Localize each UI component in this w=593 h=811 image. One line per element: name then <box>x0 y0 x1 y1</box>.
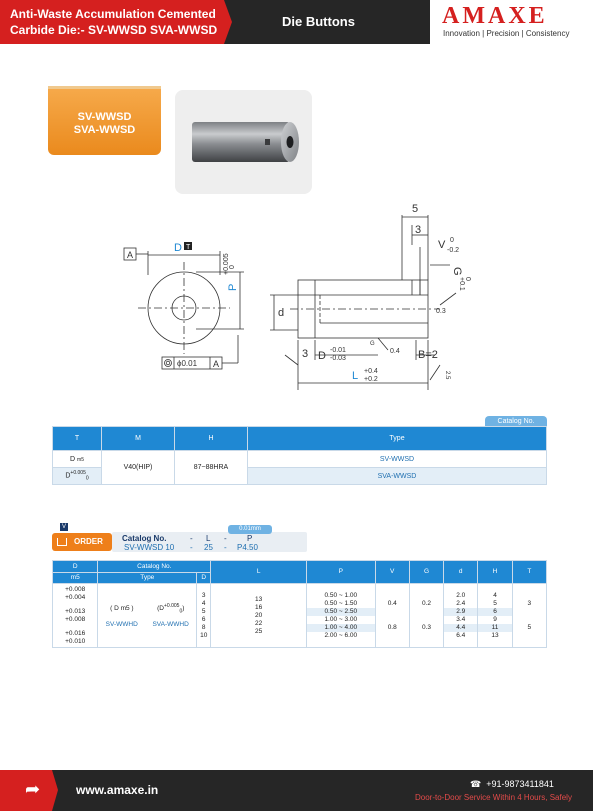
order-h5: P <box>247 534 253 543</box>
product-label-line-1: SV-WWSD <box>77 111 132 123</box>
t-mark: T <box>186 244 191 251</box>
die-button-illustration <box>175 90 312 194</box>
brand-logo: AMAXE <box>442 3 548 29</box>
v-values-cell: 0.4 0.8 <box>375 584 409 648</box>
order-v5: P4.50 <box>237 543 258 552</box>
dim-5: 5 <box>412 203 419 215</box>
website-link[interactable]: www.amaxe.in <box>76 783 159 797</box>
p-tol-upper: +0.005 <box>223 253 230 275</box>
dim-p: P <box>227 283 239 291</box>
dim-3-bottom: 3 <box>302 348 309 360</box>
product-photo <box>175 90 312 194</box>
l-tol-lower: +0.2 <box>364 376 378 383</box>
d-values-cell: 3 4 5 6 8 10 <box>197 584 211 648</box>
header-icon-m: M <box>102 427 175 451</box>
g-mark: G <box>370 341 375 347</box>
type-link-sv-wwhd[interactable]: SV-WWHD <box>105 620 138 628</box>
l-tol-upper: +0.4 <box>364 368 378 375</box>
product-label <box>48 89 161 155</box>
dd-values-cell: 2.0 2.4 2.9 3.4 4.4 6.4 <box>444 584 478 648</box>
dim-d: D <box>174 242 182 254</box>
dim-l: L <box>352 370 359 382</box>
p-values-cell: 0.50 ~ 1.00 0.50 ~ 1.50 0.50 ~ 2.50 1.00 ~ 3.00 1.00 ~ 4.00 2.00 ~ 6.00 <box>307 584 376 648</box>
g-tol-upper: +0.1 <box>458 277 465 291</box>
row1-label: D m5 <box>53 451 102 468</box>
order-v3: 25 <box>204 543 213 552</box>
h-values-cell: 4 5 6 9 11 13 <box>478 584 512 648</box>
material-cell: V40(HIP) <box>102 451 175 485</box>
product-label-line-2: SVA-WWSD <box>73 124 136 136</box>
order-h1: Catalog No. <box>122 534 167 543</box>
dim-b: B=2 <box>418 349 438 361</box>
dim-d-main: D <box>318 350 326 362</box>
delivery-note: Door-to-Door Service Within 4 Hours, Safely <box>415 793 572 802</box>
catalog-table <box>52 426 547 485</box>
header-icon-h: H <box>175 427 248 451</box>
v-mark: V <box>61 524 66 530</box>
type-cell: ( D m5 ) $(D^{+0.005}_0)$ SV-WWHD SVA-WWHD <box>98 584 197 648</box>
concentricity-value: ϕ0.01 <box>177 359 198 368</box>
order-v2: - <box>190 543 193 552</box>
col-dd: d <box>444 561 478 584</box>
order-v1: SV-WWSD 10 <box>124 543 175 552</box>
d-tol-lower: -0.03 <box>330 355 346 362</box>
order-h3: L <box>206 534 211 543</box>
technical-drawing <box>120 195 480 395</box>
col-g: G <box>409 561 443 584</box>
col-h: H <box>478 561 512 584</box>
dim-03: 0.3 <box>436 308 446 315</box>
v-tol-upper: 0 <box>450 237 454 244</box>
page-title: Anti-Waste Accumulation Cemented Carbide Die:- SV-WWSD SVA-WWSD <box>10 7 218 37</box>
phone-number: ☎ +91-9873411841 <box>470 779 554 789</box>
v-tol-lower: -0.2 <box>447 247 460 254</box>
d-tol-upper: -0.01 <box>330 347 346 354</box>
type-link-sva-wwhd[interactable]: SVA-WWHD <box>152 620 189 628</box>
header-icon-t: T <box>53 427 102 451</box>
cart-icon <box>57 538 67 546</box>
order-v4: - <box>224 543 227 552</box>
sub-m5: m5 <box>53 573 98 584</box>
angle-25: 2.5 <box>444 371 450 380</box>
dim-v: V <box>438 239 446 251</box>
share-arrow-icon: ➦ <box>25 779 41 799</box>
brand-tagline: Innovation | Precision | Consistency <box>443 29 570 38</box>
datum-ref: A <box>213 359 220 369</box>
col-l: L <box>211 561 307 584</box>
col-d: D <box>53 561 98 573</box>
order-button[interactable]: ORDER <box>52 533 112 551</box>
g-tol-lower: 0 <box>464 277 471 281</box>
sub-d: D <box>197 573 211 584</box>
order-h2: - <box>190 534 193 543</box>
l-values-cell: 13 16 20 22 25 <box>211 584 307 648</box>
tolerance-cell: +0.008 +0.004 +0.013 +0.008 +0.016 +0.010 <box>53 584 98 648</box>
col-p: P <box>307 561 376 584</box>
datum-a: A <box>127 250 134 260</box>
order-h4: - <box>224 534 227 543</box>
col-t: T <box>512 561 546 584</box>
type-sv-wwsd: SV-WWSD <box>248 451 547 468</box>
catalog-tab: Catalog No. <box>485 416 547 427</box>
spec-table <box>52 560 547 648</box>
dim-g: G <box>451 267 463 276</box>
dim-3-top: 3 <box>415 224 422 236</box>
dim-d-small: d <box>278 307 285 319</box>
section-title: Die Buttons <box>282 14 355 29</box>
p-tol-lower: 0 <box>229 265 236 269</box>
col-v: V <box>375 561 409 584</box>
row2-label: $D^{+0.005}_0$ <box>53 468 102 485</box>
type-sva-wwsd: SVA-WWSD <box>248 468 547 485</box>
t-values-cell: 3 5 <box>512 584 546 648</box>
col-catalog: Catalog No. <box>98 561 211 573</box>
g-values-cell: 0.2 0.3 <box>409 584 443 648</box>
sub-type: Type <box>98 573 197 584</box>
hardness-cell: 87~88HRA <box>175 451 248 485</box>
dim-04: 0.4 <box>390 348 400 355</box>
tolerance-tab: 0.01mm <box>228 525 272 534</box>
type-header: Type <box>248 427 547 451</box>
